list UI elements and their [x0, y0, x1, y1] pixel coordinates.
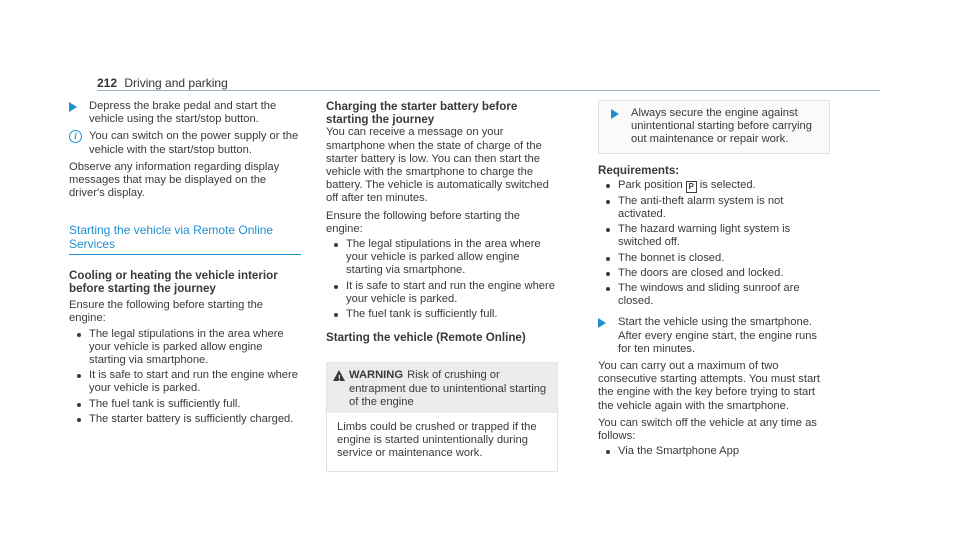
column-3 — [598, 100, 830, 458]
column-1 — [69, 100, 301, 426]
bullet-icon — [606, 184, 610, 188]
warning-body: Limbs could be crushed or trapped if the engine is started unintentionally during service or maintenance work. — [337, 421, 537, 460]
list-item-text: The legal stipulations in the area where your vehicle is parked allow engine starting via smartphone. — [346, 238, 541, 277]
bullet-icon — [606, 287, 610, 291]
list-item — [69, 398, 301, 411]
section-link-heading[interactable]: Starting the vehicle via Remote Online Services — [69, 224, 301, 254]
list-item-text: The anti-theft alarm system is not activated. — [618, 194, 784, 221]
list-item-text: Via the Smartphone App — [618, 445, 740, 458]
list-item-text: It is safe to start and run the engine where your vehicle is parked. — [346, 279, 555, 305]
step-text: Start the vehicle using the smartphone. — [618, 316, 813, 329]
bullet-icon — [606, 200, 610, 204]
bullet-icon — [77, 403, 81, 407]
paragraph: Ensure the following before starting the engine: — [326, 209, 521, 235]
list-item — [598, 223, 830, 249]
paragraph: You can carry out a maximum of two consecutive starting attempts. You must start the engine with the key before trying to start the vehicle again with the smartphone. — [598, 360, 820, 412]
list-item-text: The fuel tank is sufficiently full. — [89, 397, 241, 410]
list-item — [598, 195, 830, 221]
list-item — [598, 445, 830, 458]
page-header — [97, 76, 228, 90]
list-item — [69, 328, 301, 368]
list-item — [598, 252, 830, 265]
condition-list — [69, 328, 301, 426]
list-item — [326, 308, 558, 321]
list-item — [598, 282, 830, 308]
list-item-text: The legal stipulations in the area where your vehicle is parked allow engine starting via smartphone. — [89, 327, 284, 367]
list-item-text: Park position — [618, 178, 683, 191]
bullet-icon — [334, 285, 338, 289]
list-item-text: The fuel tank is sufficiently full. — [346, 308, 498, 321]
bullet-icon — [334, 313, 338, 317]
page-number: 212 — [97, 76, 118, 90]
paragraph: Ensure the following before starting the engine: — [69, 299, 264, 325]
list-item — [598, 179, 830, 193]
list-item — [69, 413, 301, 426]
list-item-text: It is safe to start and run the engine where your vehicle is parked. — [89, 369, 298, 395]
list-item-text: The starter battery is sufficiently charged. — [89, 412, 294, 425]
instruction-step — [69, 100, 301, 126]
header-divider — [97, 90, 880, 91]
step-arrow-icon — [611, 109, 619, 119]
bullet-icon — [606, 257, 610, 261]
column-2 — [326, 100, 558, 472]
bullet-icon — [606, 272, 610, 276]
warning-box — [326, 362, 558, 471]
step-text: Depress the brake pedal and start the vehicle using the start/stop button. — [89, 100, 277, 126]
step-arrow-icon — [69, 102, 77, 112]
info-icon: i — [69, 130, 82, 143]
list-item-text: is selected. — [699, 178, 756, 191]
step-text: Always secure the engine against unintentional starting before carrying out maintenance or repair work. — [631, 107, 812, 146]
note-text: You can switch on the power supply or the vehicle with the start/stop button. — [89, 130, 299, 156]
condition-list — [326, 238, 558, 321]
list-item-text: The doors are closed and locked. — [618, 266, 784, 279]
list-item — [326, 280, 558, 306]
subsection-heading: Cooling or heating the vehicle interior before starting the journey — [69, 268, 278, 296]
subsection-heading: Charging the starter battery before starting the journey — [326, 100, 518, 127]
requirements-list — [598, 179, 830, 309]
warning-title: Risk of crushing or entrapment due to unintentional starting of the engine — [349, 369, 547, 408]
bullet-icon — [334, 243, 338, 247]
section-title: Driving and parking — [124, 76, 228, 90]
list-item-text: The windows and sliding sunroof are closed. — [618, 282, 800, 308]
warning-triangle-icon: ! — [333, 370, 345, 381]
warning-instruction-box — [598, 100, 830, 154]
step-arrow-icon — [598, 318, 606, 328]
paragraph: You can receive a message on your smartphone when the state of charge of the starter battery is low. You can then start the vehicle with the smartphone to charge the battery. The vehicle is automatically switched off after ten minutes. — [326, 126, 549, 205]
warning-header — [327, 363, 557, 413]
list-item-text: The hazard warning light system is switched off. — [618, 223, 791, 249]
instruction-step — [598, 316, 830, 356]
bullet-icon — [606, 228, 610, 232]
subsection-heading: Starting the vehicle (Remote Online) — [326, 331, 526, 345]
paragraph: You can switch off the vehicle at any time as follows: — [598, 416, 817, 443]
instruction-step — [611, 107, 819, 147]
bullet-icon — [606, 450, 610, 454]
warning-label: WARNING — [349, 369, 404, 382]
bullet-icon — [77, 374, 81, 378]
list-item — [598, 267, 830, 280]
list-item-text: The bonnet is closed. — [618, 251, 725, 264]
requirements-heading: Requirements: — [598, 163, 680, 177]
option-list — [598, 445, 830, 458]
bullet-icon — [77, 418, 81, 422]
info-note — [69, 130, 301, 156]
step-result-text: After every engine start, the engine runs for ten minutes. — [618, 329, 818, 355]
park-position-icon: P — [686, 181, 697, 193]
list-item — [326, 238, 558, 278]
bullet-icon — [77, 333, 81, 337]
paragraph: Observe any information regarding display messages that may be displayed on the driver's display. — [69, 160, 280, 200]
list-item — [69, 369, 301, 395]
